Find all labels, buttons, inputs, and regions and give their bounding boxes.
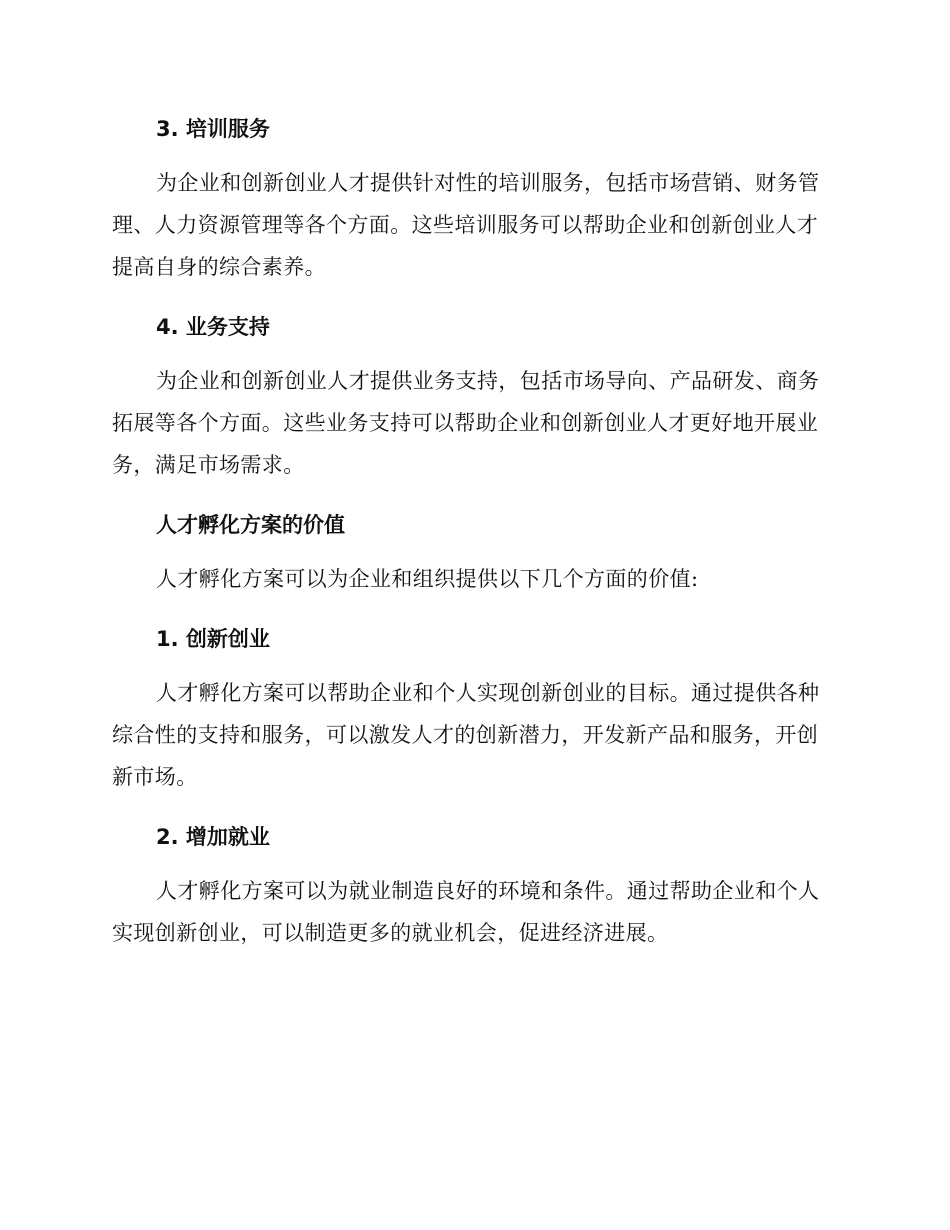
section-heading-employment: 2. 增加就业 <box>156 825 270 849</box>
section-paragraph-employment: 人才孵化方案可以为就业制造良好的环境和条件。通过帮助企业和个人实现创新创业，可以制造更多的就业机会，促进经济进展。 <box>112 879 820 945</box>
section-paragraph-value: 人才孵化方案可以为企业和组织提供以下几个方面的价值: <box>156 567 699 591</box>
section-paragraph-training: 为企业和创新创业人才提供针对性的培训服务，包括市场营销、财务管理、人力资源管理等各个方面。这些培训服务可以帮助企业和创新创业人才提高自身的综合素养。 <box>112 171 820 279</box>
section-paragraph-business-support: 为企业和创新创业人才提供业务支持，包括市场导向、产品研发、商务拓展等各个方面。这些业务支持可以帮助企业和创新创业人才更好地开展业务，满足市场需求。 <box>112 369 820 477</box>
section-paragraph-innovation: 人才孵化方案可以帮助企业和个人实现创新创业的目标。通过提供各种综合性的支持和服务，可以激发人才的创新潜力，开发新产品和服务，开创新市场。 <box>112 681 820 789</box>
section-heading-business-support: 4. 业务支持 <box>156 315 270 339</box>
section-heading-innovation: 1. 创新创业 <box>156 627 270 651</box>
section-heading-training: 3. 培训服务 <box>156 117 270 141</box>
section-heading-value: 人才孵化方案的价值 <box>156 513 345 537</box>
